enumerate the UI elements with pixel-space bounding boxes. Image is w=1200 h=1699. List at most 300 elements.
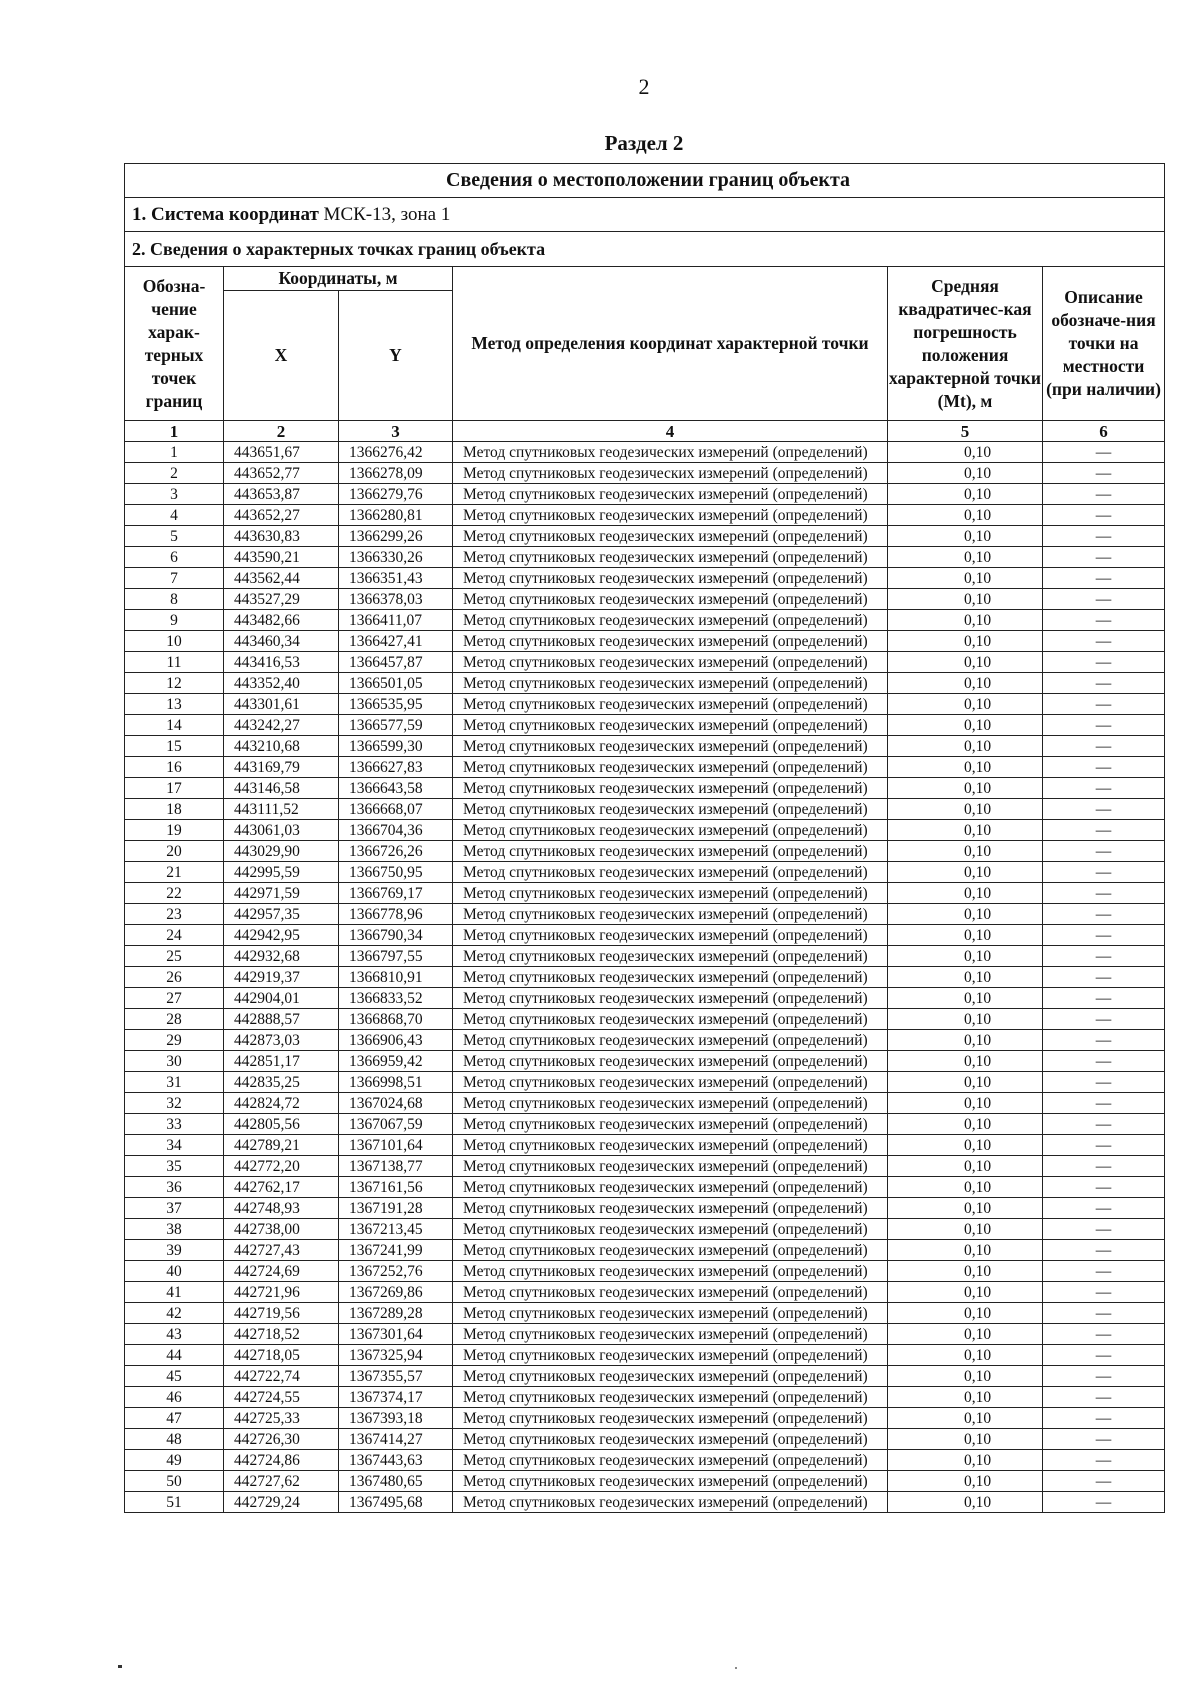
- error-cell: 0,10: [888, 631, 1043, 652]
- point-number-cell: 32: [125, 1093, 224, 1114]
- point-number-cell: 20: [125, 841, 224, 862]
- point-number-cell: 47: [125, 1408, 224, 1429]
- table-row: [125, 463, 1165, 484]
- point-number-cell: 41: [125, 1282, 224, 1303]
- method-cell: Метод спутниковых геодезических измерений (определений): [453, 1324, 888, 1345]
- method-cell: Метод спутниковых геодезических измерений (определений): [453, 925, 888, 946]
- error-cell: 0,10: [888, 757, 1043, 778]
- y-coordinate-cell: 1366411,07: [339, 610, 453, 631]
- point-number-cell: 17: [125, 778, 224, 799]
- table-row: [125, 547, 1165, 568]
- y-coordinate-cell: 1367252,76: [339, 1261, 453, 1282]
- method-cell: Метод спутниковых геодезических измерений (определений): [453, 1198, 888, 1219]
- table-row: [125, 1156, 1165, 1177]
- table-row: [125, 1072, 1165, 1093]
- error-cell: 0,10: [888, 484, 1043, 505]
- y-coordinate-cell: 1366378,03: [339, 589, 453, 610]
- method-cell: Метод спутниковых геодезических измерений (определений): [453, 1366, 888, 1387]
- description-cell: —: [1043, 1324, 1165, 1345]
- point-number-cell: 27: [125, 988, 224, 1009]
- point-number-cell: 43: [125, 1324, 224, 1345]
- point-number-cell: 36: [125, 1177, 224, 1198]
- table-row: [125, 1387, 1165, 1408]
- x-coordinate-cell: 442851,17: [224, 1051, 339, 1072]
- y-coordinate-cell: 1366501,05: [339, 673, 453, 694]
- description-cell: —: [1043, 1030, 1165, 1051]
- error-cell: 0,10: [888, 1072, 1043, 1093]
- error-cell: 0,10: [888, 925, 1043, 946]
- x-coordinate-cell: 442721,96: [224, 1282, 339, 1303]
- description-cell: —: [1043, 1366, 1165, 1387]
- point-number-cell: 51: [125, 1492, 224, 1513]
- method-cell: Метод спутниковых геодезических измерений (определений): [453, 799, 888, 820]
- point-number-cell: 42: [125, 1303, 224, 1324]
- y-coordinate-cell: 1367443,63: [339, 1450, 453, 1471]
- description-cell: —: [1043, 1282, 1165, 1303]
- method-cell: Метод спутниковых геодезических измерений (определений): [453, 1408, 888, 1429]
- y-coordinate-cell: 1366351,43: [339, 568, 453, 589]
- error-cell: 0,10: [888, 1282, 1043, 1303]
- description-cell: —: [1043, 883, 1165, 904]
- description-cell: —: [1043, 547, 1165, 568]
- error-cell: 0,10: [888, 1114, 1043, 1135]
- x-coordinate-cell: 442789,21: [224, 1135, 339, 1156]
- x-coordinate-cell: 443061,03: [224, 820, 339, 841]
- error-cell: 0,10: [888, 589, 1043, 610]
- point-number-cell: 8: [125, 589, 224, 610]
- y-coordinate-cell: 1367024,68: [339, 1093, 453, 1114]
- column-number: 3: [339, 421, 453, 442]
- description-cell: —: [1043, 1492, 1165, 1513]
- x-coordinate-cell: 442729,24: [224, 1492, 339, 1513]
- point-number-cell: 25: [125, 946, 224, 967]
- error-cell: 0,10: [888, 841, 1043, 862]
- table-row: [125, 862, 1165, 883]
- description-cell: —: [1043, 1450, 1165, 1471]
- error-cell: 0,10: [888, 1009, 1043, 1030]
- y-coordinate-cell: 1366726,26: [339, 841, 453, 862]
- x-coordinate-cell: 442748,93: [224, 1198, 339, 1219]
- coord-system-row: [125, 198, 1165, 232]
- method-cell: Метод спутниковых геодезических измерений (определений): [453, 442, 888, 463]
- point-number-cell: 10: [125, 631, 224, 652]
- method-cell: Метод спутниковых геодезических измерений (определений): [453, 463, 888, 484]
- x-coordinate-cell: 442873,03: [224, 1030, 339, 1051]
- point-number-cell: 46: [125, 1387, 224, 1408]
- y-coordinate-cell: 1366535,95: [339, 694, 453, 715]
- y-coordinate-cell: 1366668,07: [339, 799, 453, 820]
- method-cell: Метод спутниковых геодезических измерений (определений): [453, 1450, 888, 1471]
- description-cell: —: [1043, 841, 1165, 862]
- point-number-cell: 26: [125, 967, 224, 988]
- error-cell: 0,10: [888, 715, 1043, 736]
- x-coordinate-cell: 442718,05: [224, 1345, 339, 1366]
- description-cell: —: [1043, 778, 1165, 799]
- description-cell: —: [1043, 1009, 1165, 1030]
- table-row: [125, 1198, 1165, 1219]
- description-cell: —: [1043, 946, 1165, 967]
- method-cell: Метод спутниковых геодезических измерений (определений): [453, 736, 888, 757]
- description-cell: —: [1043, 1261, 1165, 1282]
- boundary-points-table: [124, 163, 1165, 1513]
- x-coordinate-cell: 442919,37: [224, 967, 339, 988]
- point-number-cell: 18: [125, 799, 224, 820]
- error-cell: 0,10: [888, 862, 1043, 883]
- point-number-cell: 38: [125, 1219, 224, 1240]
- description-cell: —: [1043, 505, 1165, 526]
- method-cell: Метод спутниковых геодезических измерений (определений): [453, 1093, 888, 1114]
- method-cell: Метод спутниковых геодезических измерений (определений): [453, 589, 888, 610]
- table-row: [125, 526, 1165, 547]
- description-cell: —: [1043, 1156, 1165, 1177]
- point-number-cell: 5: [125, 526, 224, 547]
- point-number-cell: 28: [125, 1009, 224, 1030]
- method-cell: Метод спутниковых геодезических измерений (определений): [453, 1471, 888, 1492]
- header-error: Средняя квадратичес-кая погрешность положения характерной точки (Mt), м: [888, 267, 1043, 421]
- y-coordinate-cell: 1366280,81: [339, 505, 453, 526]
- table-row: [125, 967, 1165, 988]
- description-cell: —: [1043, 1051, 1165, 1072]
- point-number-cell: 12: [125, 673, 224, 694]
- point-number-cell: 3: [125, 484, 224, 505]
- y-coordinate-cell: 1366797,55: [339, 946, 453, 967]
- y-coordinate-cell: 1366427,41: [339, 631, 453, 652]
- method-cell: Метод спутниковых геодезических измерений (определений): [453, 862, 888, 883]
- x-coordinate-cell: 442719,56: [224, 1303, 339, 1324]
- table-row: [125, 442, 1165, 463]
- description-cell: —: [1043, 1135, 1165, 1156]
- description-cell: —: [1043, 442, 1165, 463]
- y-coordinate-cell: 1366959,42: [339, 1051, 453, 1072]
- point-number-cell: 11: [125, 652, 224, 673]
- x-coordinate-cell: 442805,56: [224, 1114, 339, 1135]
- y-coordinate-cell: 1366278,09: [339, 463, 453, 484]
- y-coordinate-cell: 1367414,27: [339, 1429, 453, 1450]
- error-cell: 0,10: [888, 1261, 1043, 1282]
- table-row: [125, 1492, 1165, 1513]
- description-cell: —: [1043, 757, 1165, 778]
- table-row: [125, 589, 1165, 610]
- table-row: [125, 1240, 1165, 1261]
- table-row: [125, 925, 1165, 946]
- method-cell: Метод спутниковых геодезических измерений (определений): [453, 610, 888, 631]
- point-number-cell: 37: [125, 1198, 224, 1219]
- x-coordinate-cell: 443242,27: [224, 715, 339, 736]
- error-cell: 0,10: [888, 1387, 1043, 1408]
- point-number-cell: 45: [125, 1366, 224, 1387]
- column-number-row: [125, 421, 1165, 442]
- x-coordinate-cell: 443029,90: [224, 841, 339, 862]
- description-cell: —: [1043, 715, 1165, 736]
- y-coordinate-cell: 1367269,86: [339, 1282, 453, 1303]
- table-row: [125, 1471, 1165, 1492]
- x-coordinate-cell: 443630,83: [224, 526, 339, 547]
- x-coordinate-cell: 443146,58: [224, 778, 339, 799]
- method-cell: Метод спутниковых геодезических измерений (определений): [453, 1072, 888, 1093]
- table-row: [125, 694, 1165, 715]
- error-cell: 0,10: [888, 1051, 1043, 1072]
- header-row-top: [125, 267, 1165, 291]
- point-number-cell: 44: [125, 1345, 224, 1366]
- point-number-cell: 7: [125, 568, 224, 589]
- description-cell: —: [1043, 736, 1165, 757]
- section-title: Раздел 2: [604, 131, 684, 155]
- table-row: [125, 1303, 1165, 1324]
- description-cell: —: [1043, 925, 1165, 946]
- point-number-cell: 2: [125, 463, 224, 484]
- x-coordinate-cell: 443210,68: [224, 736, 339, 757]
- error-cell: 0,10: [888, 1177, 1043, 1198]
- error-cell: 0,10: [888, 1408, 1043, 1429]
- method-cell: Метод спутниковых геодезических измерений (определений): [453, 1429, 888, 1450]
- description-cell: —: [1043, 568, 1165, 589]
- y-coordinate-cell: 1367355,57: [339, 1366, 453, 1387]
- y-coordinate-cell: 1367067,59: [339, 1114, 453, 1135]
- point-number-cell: 23: [125, 904, 224, 925]
- method-cell: Метод спутниковых геодезических измерений (определений): [453, 904, 888, 925]
- x-coordinate-cell: 442904,01: [224, 988, 339, 1009]
- y-coordinate-cell: 1366627,83: [339, 757, 453, 778]
- error-cell: 0,10: [888, 1135, 1043, 1156]
- description-cell: —: [1043, 1240, 1165, 1261]
- method-cell: Метод спутниковых геодезических измерений (определений): [453, 1492, 888, 1513]
- table-row: [125, 1282, 1165, 1303]
- table-row: [125, 1219, 1165, 1240]
- point-number-cell: 9: [125, 610, 224, 631]
- table-row: [125, 652, 1165, 673]
- method-cell: Метод спутниковых геодезических измерений (определений): [453, 946, 888, 967]
- table-title: Сведения о местоположении границ объекта: [125, 164, 1165, 198]
- point-number-cell: 35: [125, 1156, 224, 1177]
- x-coordinate-cell: 443651,67: [224, 442, 339, 463]
- x-coordinate-cell: 443653,87: [224, 484, 339, 505]
- method-cell: Метод спутниковых геодезических измерений (определений): [453, 1009, 888, 1030]
- coord-system-label: 1. Система координат: [132, 203, 319, 225]
- description-cell: —: [1043, 463, 1165, 484]
- point-number-cell: 16: [125, 757, 224, 778]
- description-cell: —: [1043, 652, 1165, 673]
- header-method: Метод определения координат характерной точки: [453, 267, 888, 421]
- error-cell: 0,10: [888, 1345, 1043, 1366]
- scan-speck: [735, 1667, 737, 1669]
- y-coordinate-cell: 1366778,96: [339, 904, 453, 925]
- column-number: 6: [1043, 421, 1165, 442]
- header-x: X: [224, 291, 339, 421]
- point-number-cell: 13: [125, 694, 224, 715]
- error-cell: 0,10: [888, 799, 1043, 820]
- error-cell: 0,10: [888, 778, 1043, 799]
- error-cell: 0,10: [888, 820, 1043, 841]
- description-cell: —: [1043, 1072, 1165, 1093]
- description-cell: —: [1043, 904, 1165, 925]
- method-cell: Метод спутниковых геодезических измерений (определений): [453, 1387, 888, 1408]
- method-cell: Метод спутниковых геодезических измерений (определений): [453, 1135, 888, 1156]
- description-cell: —: [1043, 988, 1165, 1009]
- table-row: [125, 988, 1165, 1009]
- y-coordinate-cell: 1366330,26: [339, 547, 453, 568]
- table-row: [125, 568, 1165, 589]
- point-number-cell: 40: [125, 1261, 224, 1282]
- description-cell: —: [1043, 1303, 1165, 1324]
- scan-speck: [118, 1665, 122, 1668]
- page-number: 2: [638, 74, 650, 99]
- x-coordinate-cell: 442718,52: [224, 1324, 339, 1345]
- description-cell: —: [1043, 610, 1165, 631]
- column-number: 4: [453, 421, 888, 442]
- table-row: [125, 505, 1165, 526]
- error-cell: 0,10: [888, 1450, 1043, 1471]
- x-coordinate-cell: 442724,69: [224, 1261, 339, 1282]
- y-coordinate-cell: 1367161,56: [339, 1177, 453, 1198]
- y-coordinate-cell: 1367480,65: [339, 1471, 453, 1492]
- table-title-row: [125, 164, 1165, 198]
- y-coordinate-cell: 1367289,28: [339, 1303, 453, 1324]
- x-coordinate-cell: 442724,55: [224, 1387, 339, 1408]
- y-coordinate-cell: 1366457,87: [339, 652, 453, 673]
- y-coordinate-cell: 1366299,26: [339, 526, 453, 547]
- method-cell: Метод спутниковых геодезических измерений (определений): [453, 1303, 888, 1324]
- x-coordinate-cell: 442727,62: [224, 1471, 339, 1492]
- header-coordinates: Координаты, м: [224, 267, 453, 291]
- method-cell: Метод спутниковых геодезических измерений (определений): [453, 1282, 888, 1303]
- y-coordinate-cell: 1366750,95: [339, 862, 453, 883]
- error-cell: 0,10: [888, 1198, 1043, 1219]
- point-number-cell: 29: [125, 1030, 224, 1051]
- method-cell: Метод спутниковых геодезических измерений (определений): [453, 547, 888, 568]
- x-coordinate-cell: 442725,33: [224, 1408, 339, 1429]
- y-coordinate-cell: 1367191,28: [339, 1198, 453, 1219]
- error-cell: 0,10: [888, 1471, 1043, 1492]
- x-coordinate-cell: 442738,00: [224, 1219, 339, 1240]
- table-row: [125, 904, 1165, 925]
- y-coordinate-cell: 1366906,43: [339, 1030, 453, 1051]
- column-number: 1: [125, 421, 224, 442]
- table-row: [125, 1324, 1165, 1345]
- y-coordinate-cell: 1367393,18: [339, 1408, 453, 1429]
- x-coordinate-cell: 442932,68: [224, 946, 339, 967]
- points-heading-row: [125, 232, 1165, 267]
- table-row: [125, 778, 1165, 799]
- x-coordinate-cell: 442724,86: [224, 1450, 339, 1471]
- method-cell: Метод спутниковых геодезических измерений (определений): [453, 505, 888, 526]
- description-cell: —: [1043, 967, 1165, 988]
- method-cell: Метод спутниковых геодезических измерений (определений): [453, 526, 888, 547]
- point-number-cell: 30: [125, 1051, 224, 1072]
- point-number-cell: 4: [125, 505, 224, 526]
- method-cell: Метод спутниковых геодезических измерений (определений): [453, 631, 888, 652]
- coord-system-value: МСК-13, зона 1: [323, 203, 451, 225]
- method-cell: Метод спутниковых геодезических измерений (определений): [453, 1261, 888, 1282]
- method-cell: Метод спутниковых геодезических измерений (определений): [453, 988, 888, 1009]
- x-coordinate-cell: 442995,59: [224, 862, 339, 883]
- table-row: [125, 1093, 1165, 1114]
- method-cell: Метод спутниковых геодезических измерений (определений): [453, 1051, 888, 1072]
- y-coordinate-cell: 1366577,59: [339, 715, 453, 736]
- description-cell: —: [1043, 631, 1165, 652]
- y-coordinate-cell: 1367374,17: [339, 1387, 453, 1408]
- description-cell: —: [1043, 526, 1165, 547]
- error-cell: 0,10: [888, 1093, 1043, 1114]
- method-cell: Метод спутниковых геодезических измерений (определений): [453, 778, 888, 799]
- description-cell: —: [1043, 589, 1165, 610]
- error-cell: 0,10: [888, 904, 1043, 925]
- description-cell: —: [1043, 1345, 1165, 1366]
- method-cell: Метод спутниковых геодезических измерений (определений): [453, 694, 888, 715]
- method-cell: Метод спутниковых геодезических измерений (определений): [453, 673, 888, 694]
- x-coordinate-cell: 442824,72: [224, 1093, 339, 1114]
- table-row: [125, 841, 1165, 862]
- column-number: 2: [224, 421, 339, 442]
- description-cell: —: [1043, 1114, 1165, 1135]
- table-row: [125, 631, 1165, 652]
- x-coordinate-cell: 442888,57: [224, 1009, 339, 1030]
- table-row: [125, 736, 1165, 757]
- column-number: 5: [888, 421, 1043, 442]
- y-coordinate-cell: 1366833,52: [339, 988, 453, 1009]
- point-number-cell: 50: [125, 1471, 224, 1492]
- point-number-cell: 21: [125, 862, 224, 883]
- y-coordinate-cell: 1366868,70: [339, 1009, 453, 1030]
- y-coordinate-cell: 1366276,42: [339, 442, 453, 463]
- x-coordinate-cell: 442727,43: [224, 1240, 339, 1261]
- error-cell: 0,10: [888, 1324, 1043, 1345]
- description-cell: —: [1043, 862, 1165, 883]
- table-row: [125, 1345, 1165, 1366]
- point-number-cell: 15: [125, 736, 224, 757]
- error-cell: 0,10: [888, 505, 1043, 526]
- header-y: Y: [339, 291, 453, 421]
- x-coordinate-cell: 443482,66: [224, 610, 339, 631]
- y-coordinate-cell: 1367213,45: [339, 1219, 453, 1240]
- x-coordinate-cell: 442971,59: [224, 883, 339, 904]
- description-cell: —: [1043, 694, 1165, 715]
- table-row: [125, 883, 1165, 904]
- method-cell: Метод спутниковых геодезических измерений (определений): [453, 757, 888, 778]
- x-coordinate-cell: 443562,44: [224, 568, 339, 589]
- error-cell: 0,10: [888, 442, 1043, 463]
- table-row: [125, 1051, 1165, 1072]
- error-cell: 0,10: [888, 946, 1043, 967]
- x-coordinate-cell: 443460,34: [224, 631, 339, 652]
- error-cell: 0,10: [888, 988, 1043, 1009]
- error-cell: 0,10: [888, 610, 1043, 631]
- method-cell: Метод спутниковых геодезических измерений (определений): [453, 1156, 888, 1177]
- description-cell: —: [1043, 673, 1165, 694]
- error-cell: 0,10: [888, 1030, 1043, 1051]
- method-cell: Метод спутниковых геодезических измерений (определений): [453, 820, 888, 841]
- x-coordinate-cell: 443301,61: [224, 694, 339, 715]
- error-cell: 0,10: [888, 1156, 1043, 1177]
- y-coordinate-cell: 1367101,64: [339, 1135, 453, 1156]
- y-coordinate-cell: 1366599,30: [339, 736, 453, 757]
- y-coordinate-cell: 1367325,94: [339, 1345, 453, 1366]
- table-row: [125, 484, 1165, 505]
- error-cell: 0,10: [888, 1492, 1043, 1513]
- table-row: [125, 1429, 1165, 1450]
- point-number-cell: 31: [125, 1072, 224, 1093]
- y-coordinate-cell: 1366279,76: [339, 484, 453, 505]
- point-number-cell: 34: [125, 1135, 224, 1156]
- point-number-cell: 33: [125, 1114, 224, 1135]
- table-row: [125, 1450, 1165, 1471]
- y-coordinate-cell: 1366810,91: [339, 967, 453, 988]
- points-heading: 2. Сведения о характерных точках границ объекта: [125, 232, 1165, 267]
- x-coordinate-cell: 443527,29: [224, 589, 339, 610]
- table-row: [125, 673, 1165, 694]
- x-coordinate-cell: 442835,25: [224, 1072, 339, 1093]
- table-row: [125, 799, 1165, 820]
- method-cell: Метод спутниковых геодезических измерений (определений): [453, 652, 888, 673]
